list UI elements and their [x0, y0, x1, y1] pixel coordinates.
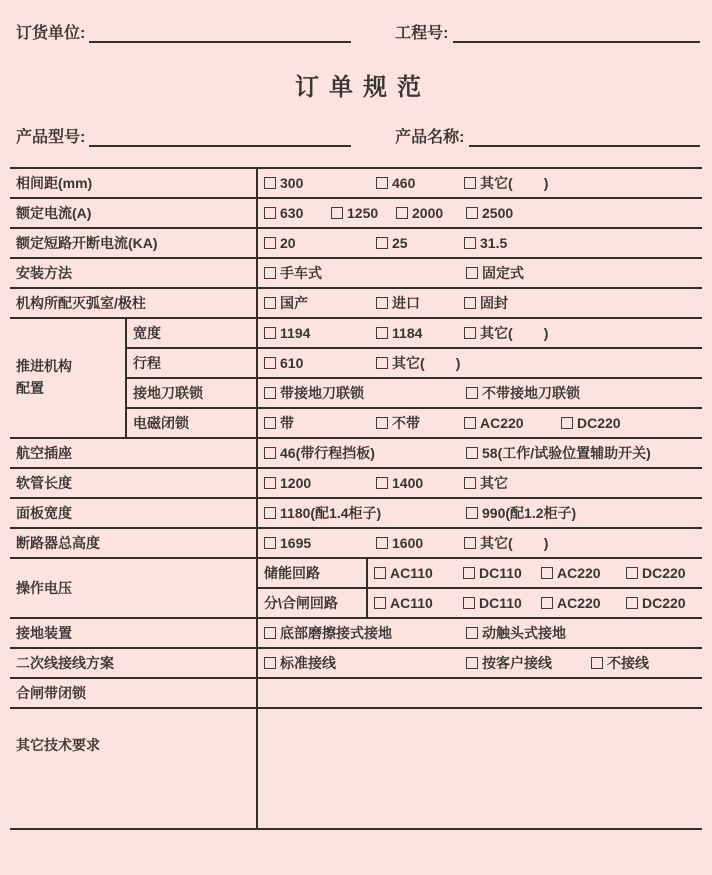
checkbox-icon	[264, 237, 276, 249]
checkbox-option[interactable]: 25	[376, 235, 464, 251]
row-op-voltage-storage	[10, 558, 702, 588]
row-label-earthing: 接地装置	[10, 618, 257, 648]
checkbox-option[interactable]: AC220	[464, 415, 561, 431]
header-row-1	[16, 20, 700, 43]
checkbox-option[interactable]: 手车式	[264, 263, 466, 283]
checkbox-icon	[376, 477, 388, 489]
checkbox-icon	[264, 507, 276, 519]
checkbox-option[interactable]: 动触头式接地	[466, 623, 566, 643]
checkbox-option[interactable]: 460	[376, 175, 464, 191]
checkbox-icon	[376, 237, 388, 249]
row-earthing	[10, 618, 702, 648]
product-name-input-line[interactable]	[469, 127, 700, 147]
checkbox-option[interactable]: 2500	[466, 205, 513, 221]
checkbox-option[interactable]: 其它( )	[464, 533, 548, 553]
ordering-unit-input-line[interactable]	[89, 23, 351, 43]
checkbox-option[interactable]: AC110	[374, 565, 463, 581]
checkbox-option[interactable]: DC110	[463, 595, 541, 611]
row-label-other-requirements: 其它技术要求	[10, 708, 257, 829]
row-hose-length	[10, 468, 702, 498]
checkbox-option[interactable]: 31.5	[464, 235, 507, 251]
checkbox-icon	[464, 237, 476, 249]
row-label-rated-current: 额定电流(A)	[10, 198, 257, 228]
group-label-operating-voltage: 操作电压	[10, 558, 257, 618]
row-closing-lock	[10, 678, 702, 708]
row-rated-current	[10, 198, 702, 228]
row-label-secondary-wiring: 二次线接线方案	[10, 648, 257, 678]
group-label-propulsion: 推进机构配置	[10, 318, 126, 438]
checkbox-icon	[376, 357, 388, 369]
checkbox-icon	[541, 567, 553, 579]
row-options-open-close-circuit	[367, 588, 702, 618]
checkbox-icon	[464, 297, 476, 309]
row-options-secondary-wiring	[257, 648, 702, 678]
checkbox-icon	[376, 417, 388, 429]
row-options-earth-knife	[257, 378, 702, 408]
checkbox-icon	[264, 657, 276, 669]
row-options-rated-current	[257, 198, 702, 228]
checkbox-icon	[264, 537, 276, 549]
row-label-panel-width: 面板宽度	[10, 498, 257, 528]
page-title: 订单规范	[295, 74, 431, 101]
checkbox-option[interactable]: 底部磨擦接式接地	[264, 623, 466, 643]
row-options-storage-circuit	[367, 558, 702, 588]
checkbox-icon	[591, 657, 603, 669]
header-row-2	[16, 124, 700, 147]
checkbox-option[interactable]: 630	[264, 205, 331, 221]
row-label-aviation-socket: 航空插座	[10, 438, 257, 468]
checkbox-icon	[466, 447, 478, 459]
checkbox-icon	[464, 537, 476, 549]
row-options-breaking-current	[257, 228, 702, 258]
checkbox-option[interactable]: 1600	[376, 535, 464, 551]
product-model-label: 产品型号:	[16, 129, 86, 146]
checkbox-icon	[466, 387, 478, 399]
row-options-width	[257, 318, 702, 348]
checkbox-icon	[464, 177, 476, 189]
row-options-other-requirements	[257, 708, 702, 829]
checkbox-option[interactable]: 1200	[264, 475, 376, 491]
checkbox-option[interactable]: 不带	[376, 413, 464, 433]
checkbox-option[interactable]: 带	[264, 413, 376, 433]
row-label-arc-chamber: 机构所配灭弧室/极柱	[10, 288, 257, 318]
checkbox-option[interactable]: 1180(配1.4柜子)	[264, 503, 466, 523]
checkbox-icon	[396, 207, 408, 219]
checkbox-icon	[541, 597, 553, 609]
checkbox-icon	[264, 297, 276, 309]
row-options-installation	[257, 258, 702, 288]
checkbox-option[interactable]: 不带接地刀联锁	[466, 383, 580, 403]
checkbox-option[interactable]: 1250	[331, 205, 396, 221]
checkbox-icon	[376, 177, 388, 189]
row-label-breaking-current: 额定短路开断电流(KA)	[10, 228, 257, 258]
checkbox-icon	[264, 357, 276, 369]
checkbox-icon	[376, 297, 388, 309]
checkbox-icon	[463, 567, 475, 579]
checkbox-option[interactable]: 标准接线	[264, 653, 466, 673]
checkbox-icon	[374, 567, 386, 579]
checkbox-option[interactable]: 1194	[264, 325, 376, 341]
checkbox-option[interactable]: 1400	[376, 475, 464, 491]
checkbox-icon	[331, 207, 343, 219]
row-breaking-current	[10, 228, 702, 258]
checkbox-option[interactable]: 1695	[264, 535, 376, 551]
row-secondary-wiring	[10, 648, 702, 678]
checkbox-option[interactable]: AC220	[541, 595, 626, 611]
product-name-label: 产品名称:	[395, 129, 465, 146]
sub-label-open-close-circuit: 分\合闸回路	[257, 588, 367, 618]
checkbox-option[interactable]: 46(带行程挡板)	[264, 443, 466, 463]
checkbox-option[interactable]: DC110	[463, 565, 541, 581]
checkbox-icon	[466, 627, 478, 639]
checkbox-option[interactable]: 20	[264, 235, 376, 251]
checkbox-option[interactable]: 按客户接线	[466, 653, 591, 673]
checkbox-option[interactable]: 其它	[464, 473, 508, 493]
row-options-magnetic-lock	[257, 408, 702, 438]
checkbox-option[interactable]: 带接地刀联锁	[264, 383, 466, 403]
checkbox-icon	[464, 327, 476, 339]
checkbox-option[interactable]: 固封	[464, 293, 508, 313]
row-propulsion-width	[10, 318, 702, 348]
row-options-breaker-height	[257, 528, 702, 558]
checkbox-icon	[466, 207, 478, 219]
checkbox-option[interactable]: 其它( )	[464, 323, 548, 343]
row-other-requirements	[10, 708, 702, 829]
row-options-aviation-socket	[257, 438, 702, 468]
row-options-hose-length	[257, 468, 702, 498]
row-label-hose-length: 软管长度	[10, 468, 257, 498]
ordering-unit-field	[16, 20, 351, 43]
checkbox-icon	[264, 417, 276, 429]
row-options-earthing	[257, 618, 702, 648]
checkbox-icon	[264, 267, 276, 279]
row-breaker-height	[10, 528, 702, 558]
row-options-travel	[257, 348, 702, 378]
row-options-arc-chamber	[257, 288, 702, 318]
checkbox-option[interactable]: DC220	[626, 595, 686, 611]
product-model-input-line[interactable]	[89, 127, 351, 147]
checkbox-option[interactable]: AC220	[541, 565, 626, 581]
checkbox-icon	[264, 627, 276, 639]
checkbox-option[interactable]: 2000	[396, 205, 466, 221]
checkbox-option[interactable]: AC110	[374, 595, 463, 611]
row-panel-width	[10, 498, 702, 528]
checkbox-icon	[264, 207, 276, 219]
checkbox-option[interactable]: 国产	[264, 293, 376, 313]
checkbox-icon	[466, 267, 478, 279]
project-no-input-line[interactable]	[453, 23, 700, 43]
checkbox-option[interactable]: 其它( )	[376, 353, 460, 373]
checkbox-icon	[376, 537, 388, 549]
row-arc-chamber	[10, 288, 702, 318]
checkbox-option[interactable]: 不接线	[591, 653, 649, 673]
checkbox-icon	[626, 597, 638, 609]
project-no-label: 工程号:	[395, 25, 449, 42]
sub-label-magnetic-lock: 电磁闭锁	[126, 408, 257, 438]
order-spec-table	[10, 167, 702, 830]
sub-label-width: 宽度	[126, 318, 257, 348]
sub-label-travel: 行程	[126, 348, 257, 378]
project-no-field	[351, 20, 700, 43]
checkbox-option[interactable]: 其它( )	[464, 173, 548, 193]
checkbox-icon	[466, 657, 478, 669]
checkbox-option[interactable]: DC220	[561, 415, 621, 431]
page-header	[0, 0, 712, 147]
checkbox-icon	[374, 597, 386, 609]
row-phase-spacing	[10, 168, 702, 198]
checkbox-option[interactable]: 610	[264, 355, 376, 371]
checkbox-icon	[466, 507, 478, 519]
row-label-closing-lock: 合闸带闭锁	[10, 678, 257, 708]
checkbox-icon	[463, 597, 475, 609]
checkbox-option[interactable]: 990(配1.2柜子)	[466, 503, 576, 523]
checkbox-icon	[264, 177, 276, 189]
row-label-breaker-height: 断路器总高度	[10, 528, 257, 558]
checkbox-icon	[464, 477, 476, 489]
checkbox-icon	[464, 417, 476, 429]
checkbox-icon	[561, 417, 573, 429]
ordering-unit-label: 订货单位:	[16, 25, 86, 42]
row-options-phase-spacing	[257, 168, 702, 198]
row-options-closing-lock	[257, 678, 702, 708]
row-label-installation: 安装方法	[10, 258, 257, 288]
checkbox-option[interactable]: 进口	[376, 293, 464, 313]
checkbox-icon	[626, 567, 638, 579]
checkbox-option[interactable]: 300	[264, 175, 376, 191]
checkbox-icon	[264, 477, 276, 489]
checkbox-option[interactable]: 固定式	[466, 263, 524, 283]
row-aviation-socket	[10, 438, 702, 468]
product-model-field	[16, 124, 351, 147]
checkbox-icon	[264, 447, 276, 459]
row-options-panel-width	[257, 498, 702, 528]
checkbox-icon	[264, 327, 276, 339]
checkbox-icon	[264, 387, 276, 399]
product-name-field	[351, 124, 700, 147]
row-label-phase-spacing: 相间距(mm)	[10, 168, 257, 198]
row-installation	[10, 258, 702, 288]
checkbox-icon	[376, 327, 388, 339]
checkbox-option[interactable]: 58(工作/试验位置辅助开关)	[466, 443, 651, 463]
checkbox-option[interactable]: DC220	[626, 565, 686, 581]
sub-label-storage-circuit: 储能回路	[257, 558, 367, 588]
checkbox-option[interactable]: 1184	[376, 325, 464, 341]
sub-label-earth-knife: 接地刀联锁	[126, 378, 257, 408]
